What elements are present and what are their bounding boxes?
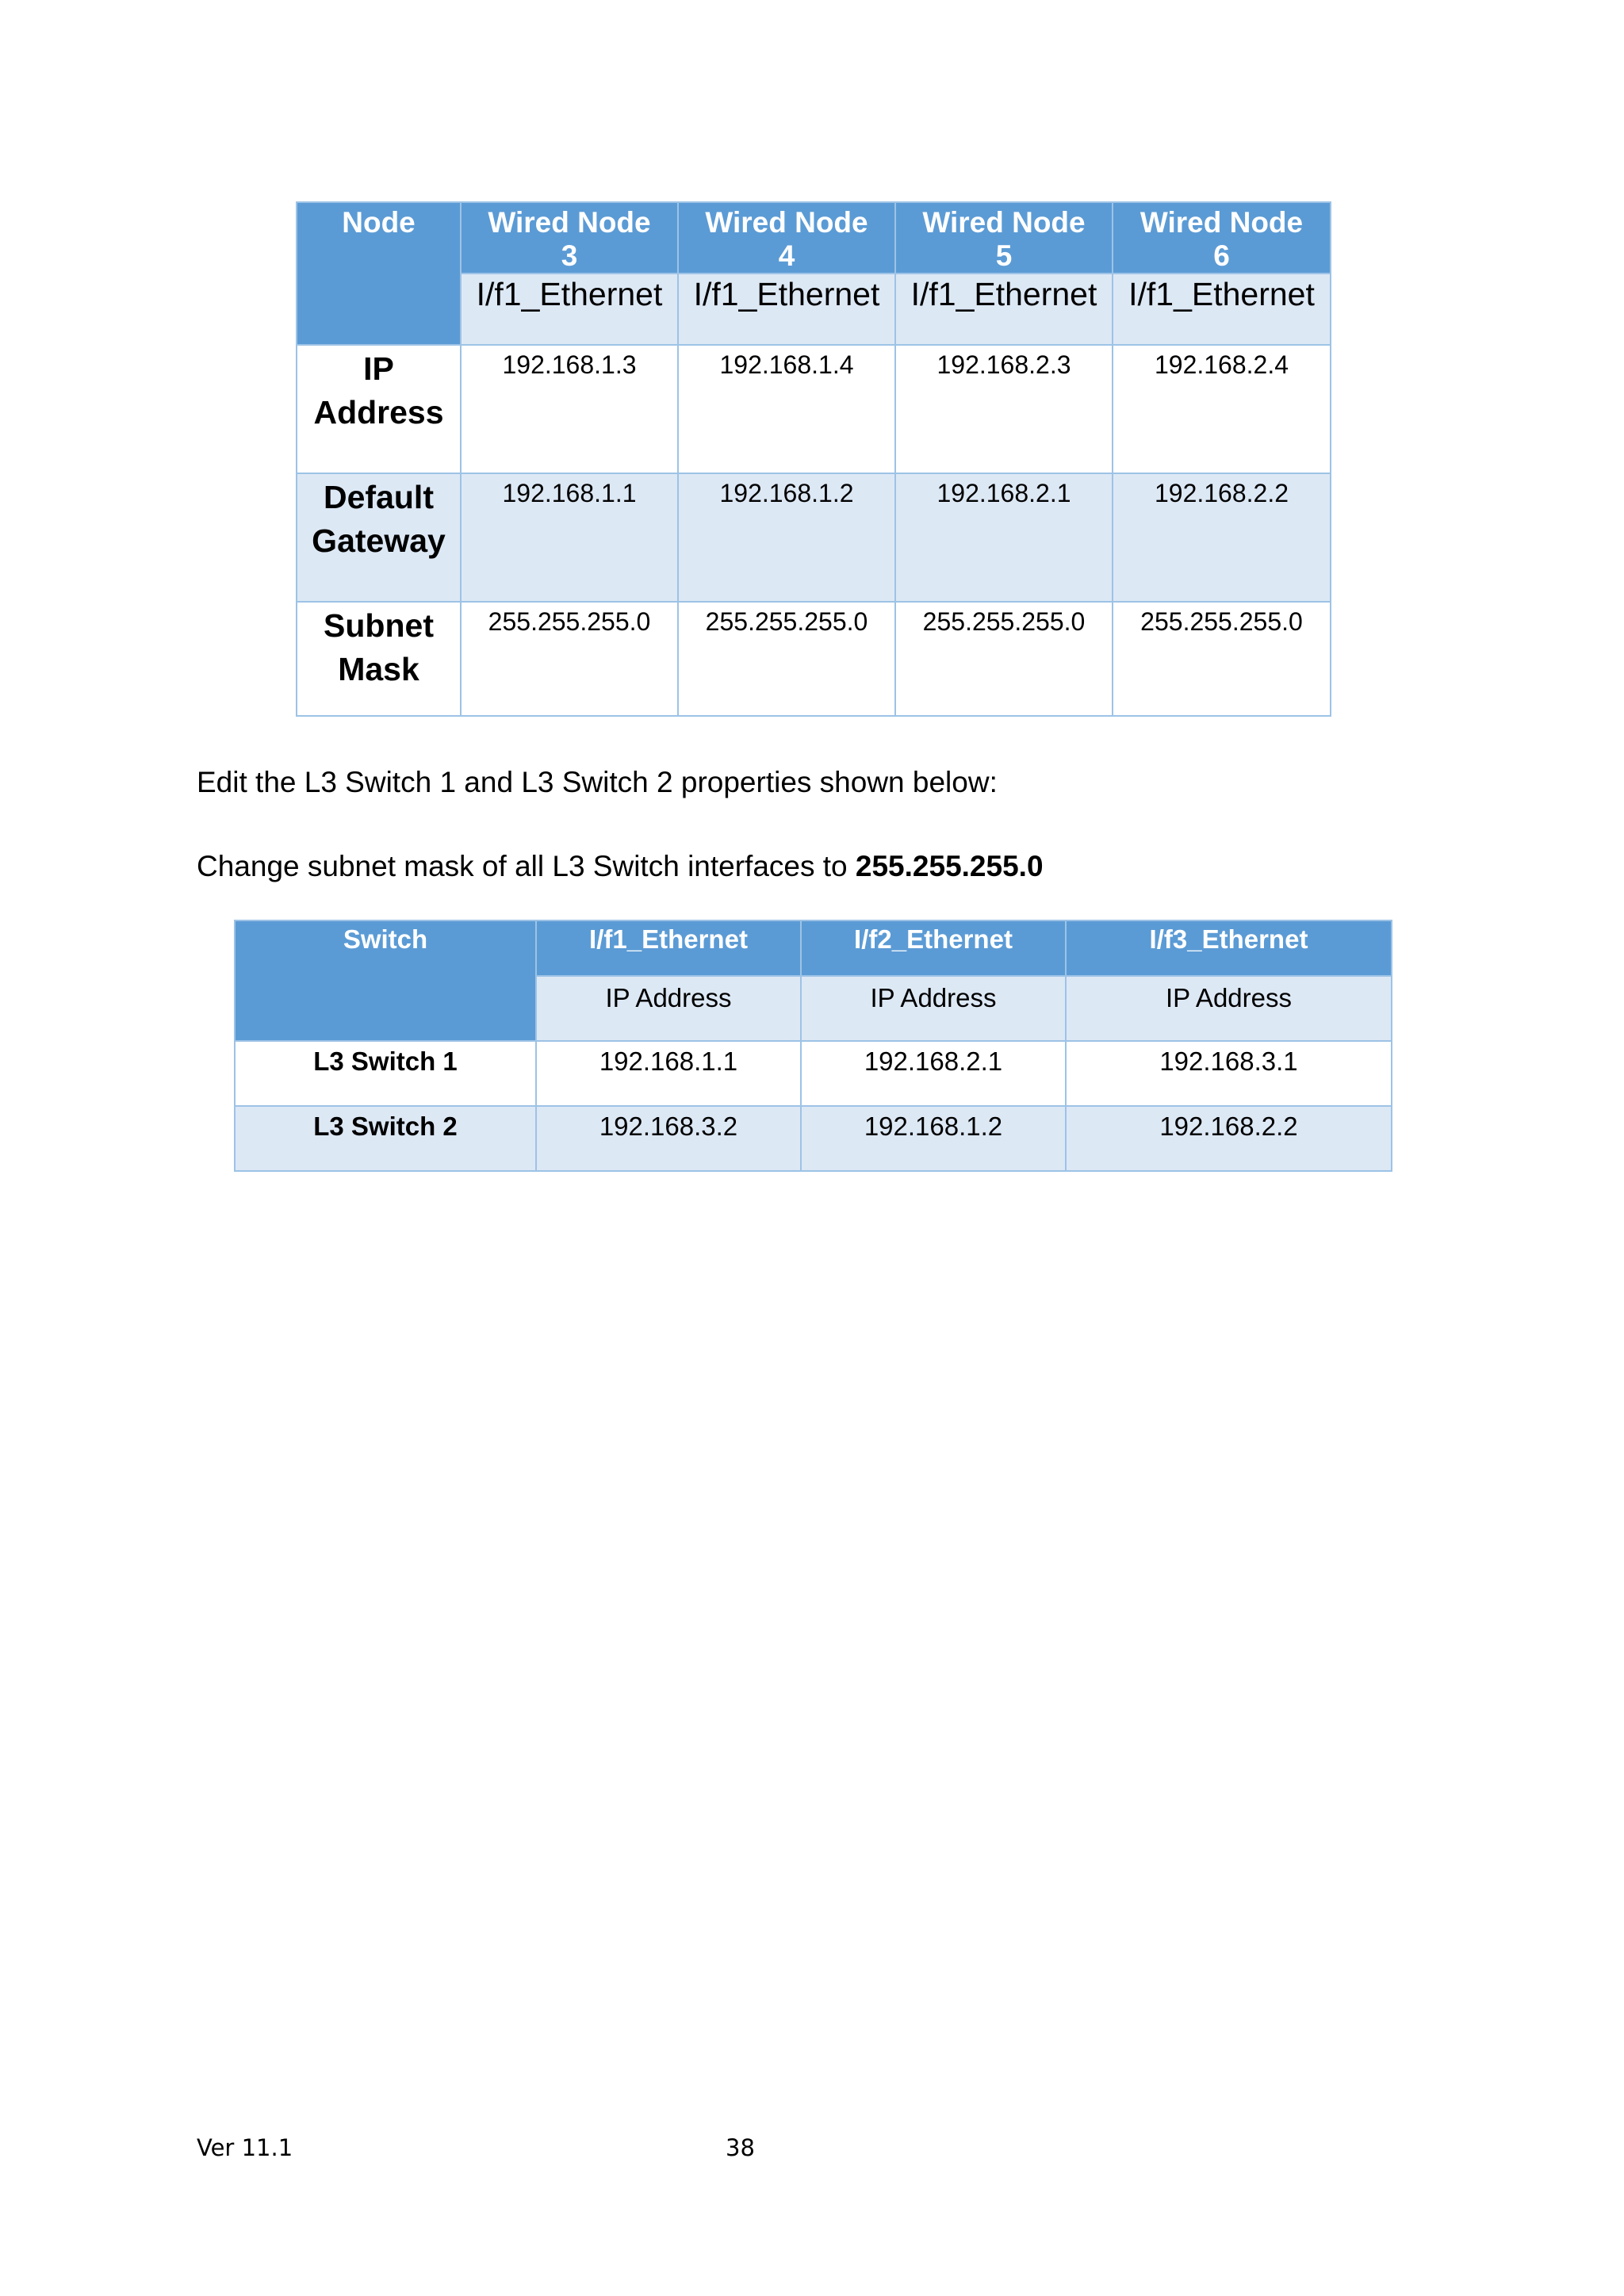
- row-header-label: Default Gateway: [312, 479, 446, 559]
- subnet-instruction-paragraph: [197, 850, 1044, 883]
- row-header-label: Subnet Mask: [324, 607, 434, 687]
- col-header-if1-ethernet: I/f1_Ethernet: [536, 920, 801, 976]
- value-cell: 192.168.2.1: [895, 473, 1113, 602]
- col-header-label: Wired Node 4: [705, 206, 868, 272]
- col-header-label: Wired Node 3: [488, 206, 651, 272]
- value-cell: 192.168.2.1: [801, 1041, 1066, 1106]
- l3-switch-table: [234, 920, 1392, 1172]
- interface-cell: I/f1_Ethernet: [678, 274, 895, 345]
- value-cell: 192.168.2.2: [1113, 473, 1331, 602]
- wired-node-table: [296, 201, 1331, 717]
- interface-cell: I/f1_Ethernet: [1113, 274, 1331, 345]
- table-row: [235, 1106, 1392, 1171]
- node-header: [297, 202, 461, 345]
- row-header-default-gateway: [297, 473, 461, 602]
- value-cell: 192.168.1.4: [678, 345, 895, 473]
- subnet-mask-value: 255.255.255.0: [855, 850, 1044, 882]
- col-header-label: Wired Node 5: [922, 206, 1086, 272]
- subnet-instruction-text: Change subnet mask of all L3 Switch interfaces to: [197, 850, 856, 882]
- interface-cell: I/f1_Ethernet: [461, 274, 678, 345]
- value-cell: 192.168.1.1: [536, 1041, 801, 1106]
- col-header-label: Wired Node 6: [1139, 206, 1304, 272]
- row-header-subnet-mask: [297, 602, 461, 716]
- row-header-l3-switch-2: L3 Switch 2: [235, 1106, 536, 1171]
- footer-page-number: 38: [726, 2134, 755, 2161]
- instruction-paragraph: Edit the L3 Switch 1 and L3 Switch 2 properties shown below:: [197, 766, 998, 798]
- switch-header-label: Switch: [343, 924, 428, 954]
- value-cell: 255.255.255.0: [1113, 602, 1331, 716]
- table-row: [297, 473, 1331, 602]
- value-cell: 192.168.2.2: [1066, 1106, 1392, 1171]
- row-header-ip-address: [297, 345, 461, 473]
- value-cell: 192.168.2.4: [1113, 345, 1331, 473]
- col-header-if2-ethernet: I/f2_Ethernet: [801, 920, 1066, 976]
- col-header-wired-node-5: [895, 202, 1113, 274]
- interface-cell: I/f1_Ethernet: [895, 274, 1113, 345]
- value-cell: 255.255.255.0: [678, 602, 895, 716]
- value-cell: 192.168.1.2: [801, 1106, 1066, 1171]
- switch-header: [235, 920, 536, 1041]
- col-header-wired-node-3: [461, 202, 678, 274]
- node-header-label: Node: [342, 206, 416, 239]
- col-header-if3-ethernet: I/f3_Ethernet: [1066, 920, 1392, 976]
- value-cell: 255.255.255.0: [895, 602, 1113, 716]
- subheader-ip-address: IP Address: [1066, 976, 1392, 1041]
- value-cell: 255.255.255.0: [461, 602, 678, 716]
- value-cell: 192.168.1.2: [678, 473, 895, 602]
- footer-version: Ver 11.1: [197, 2134, 293, 2161]
- value-cell: 192.168.1.1: [461, 473, 678, 602]
- row-header-label: IP Address: [313, 350, 444, 430]
- col-header-wired-node-6: [1113, 202, 1331, 274]
- col-header-wired-node-4: [678, 202, 895, 274]
- subheader-ip-address: IP Address: [801, 976, 1066, 1041]
- table-row: [297, 602, 1331, 716]
- value-cell: 192.168.3.1: [1066, 1041, 1392, 1106]
- value-cell: 192.168.2.3: [895, 345, 1113, 473]
- table-row: [297, 345, 1331, 473]
- table-row: [235, 1041, 1392, 1106]
- row-header-l3-switch-1: L3 Switch 1: [235, 1041, 536, 1106]
- value-cell: 192.168.1.3: [461, 345, 678, 473]
- value-cell: 192.168.3.2: [536, 1106, 801, 1171]
- subheader-ip-address: IP Address: [536, 976, 801, 1041]
